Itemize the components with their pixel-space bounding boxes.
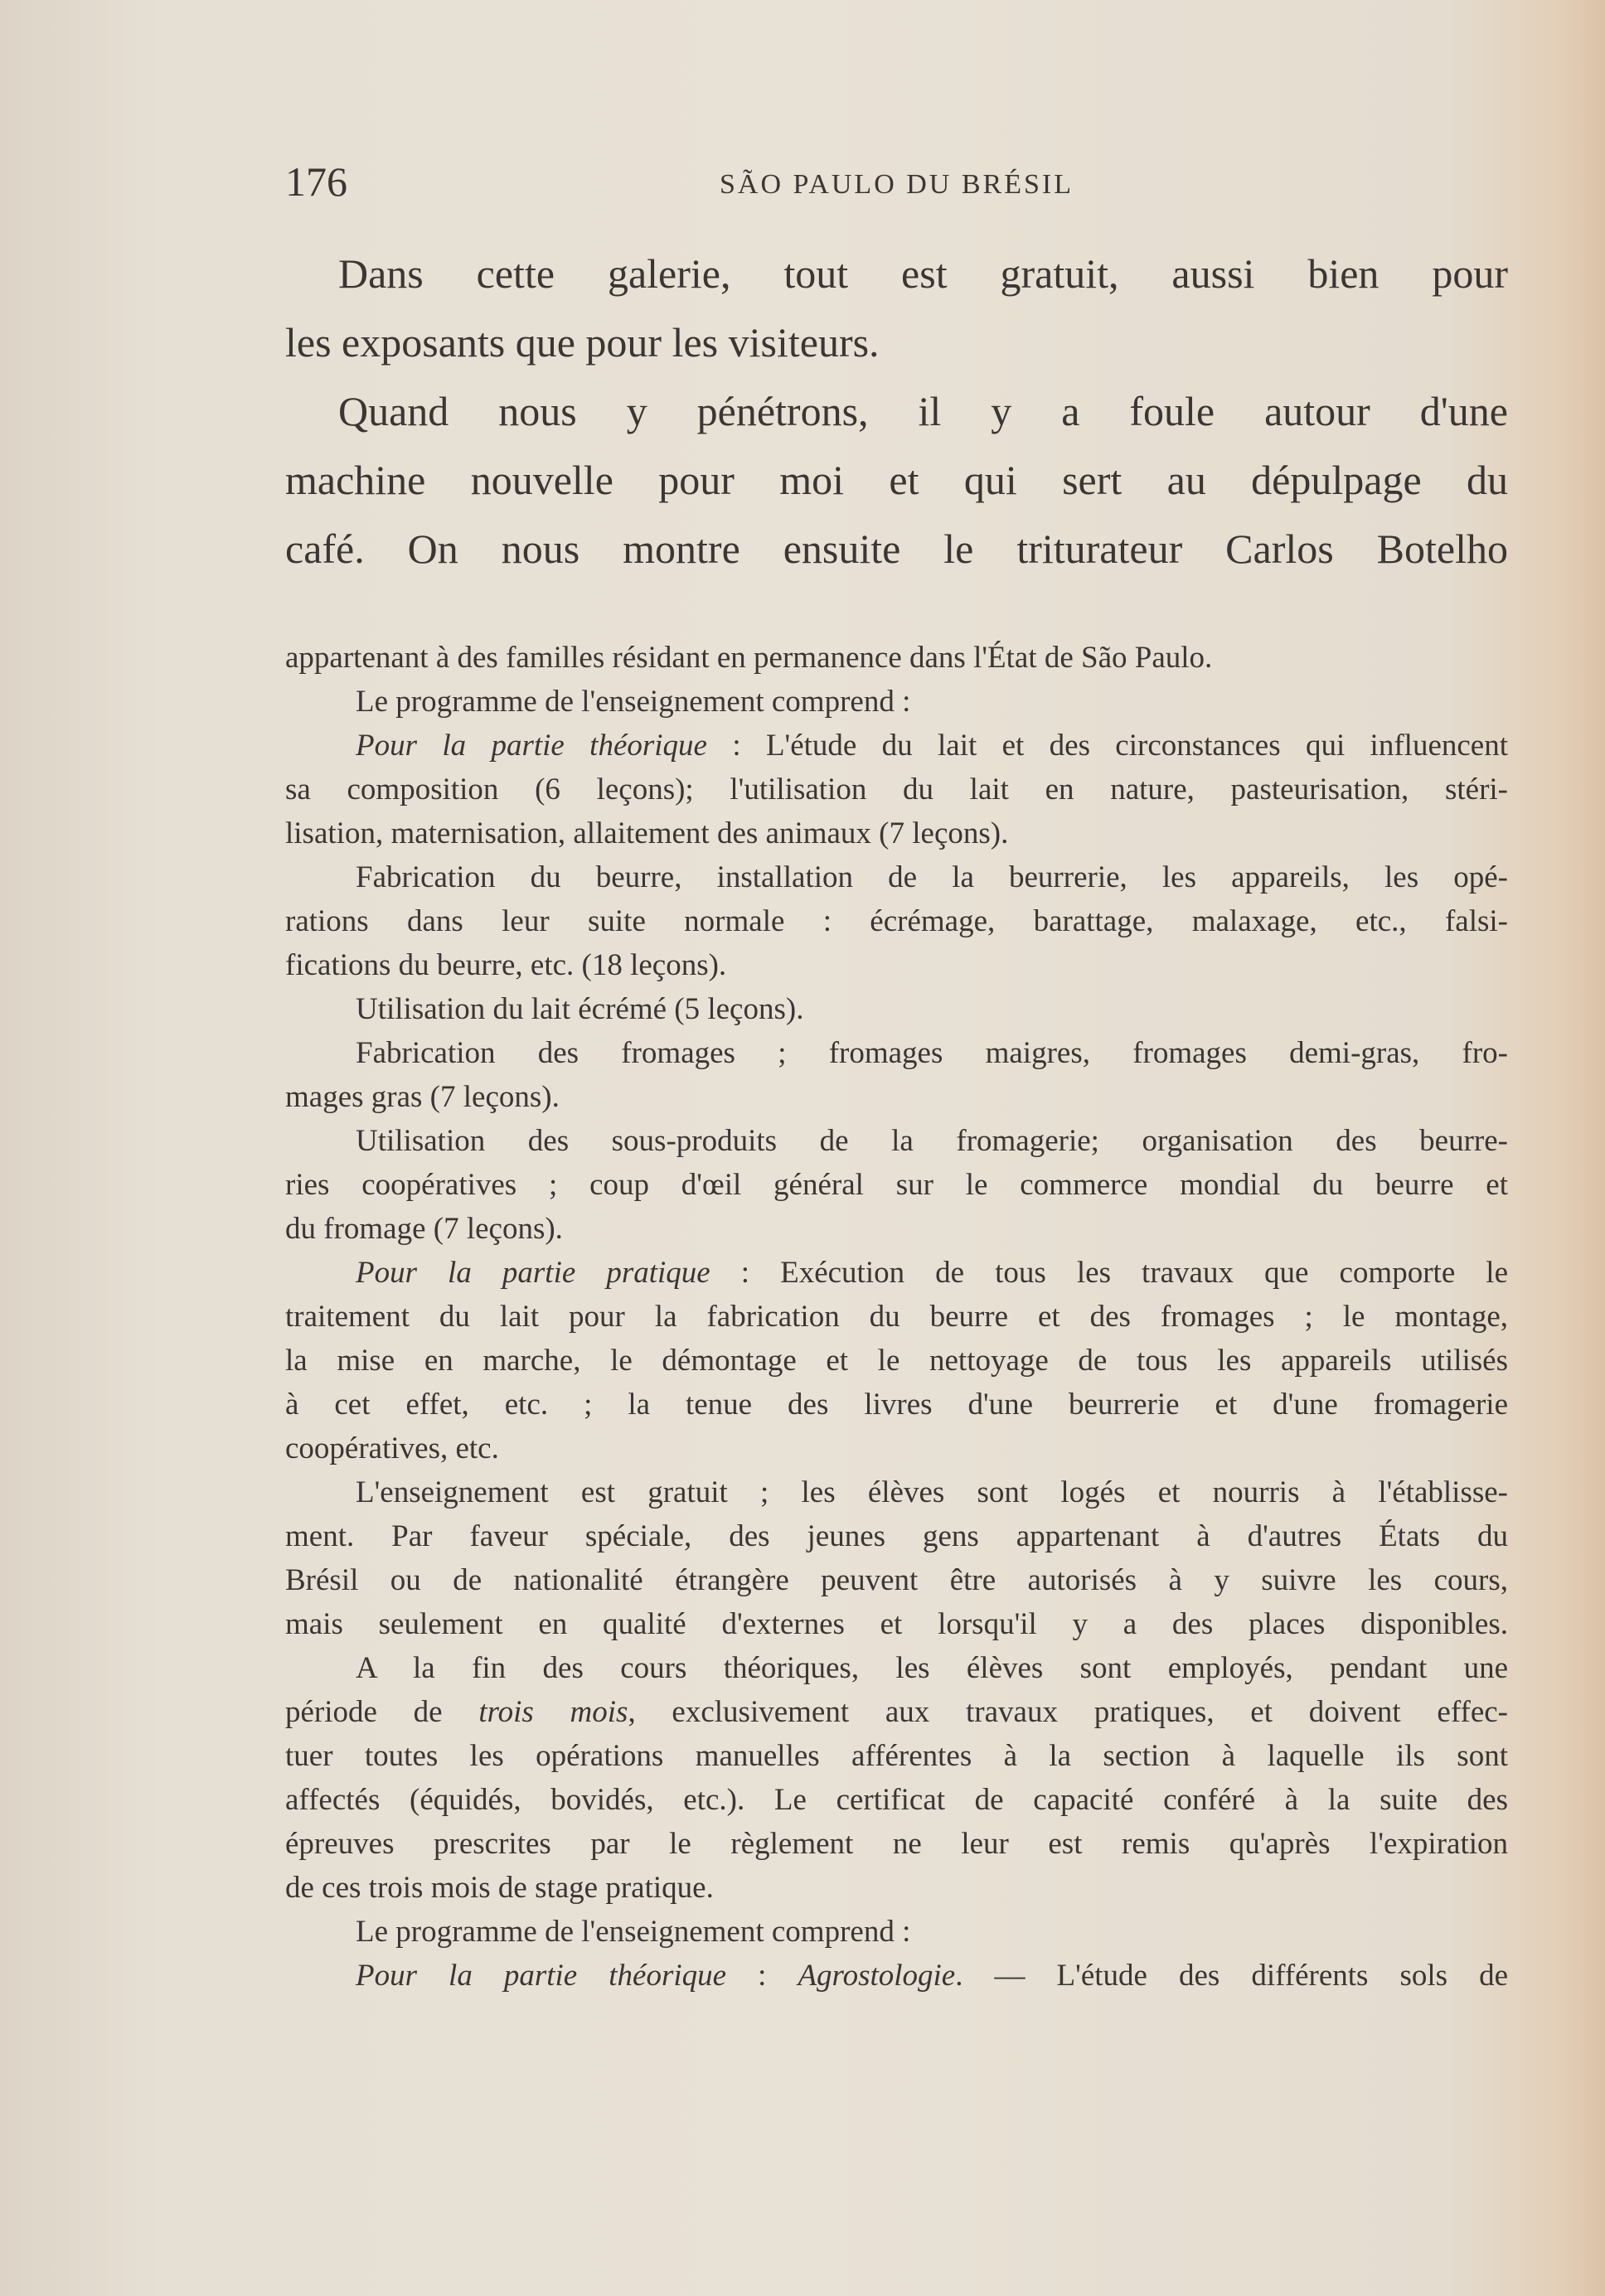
text-segment: période de	[285, 1695, 479, 1729]
text-line	[285, 860, 1508, 903]
text-segment: Brésil ou de nationalité étrangère peuvent être autorisés à y suivre les cours,	[285, 1563, 1508, 1597]
text-segment: Le programme de l'enseignement comprend :	[356, 685, 911, 719]
text-segment: Utilisation des sous-produits de la fromagerie; organisation des beurre-	[356, 1124, 1508, 1158]
text-segment: coopératives, etc.	[285, 1431, 499, 1465]
text-line	[285, 728, 1508, 772]
text-line	[285, 1650, 1508, 1694]
text-line	[285, 947, 1508, 991]
running-title: SÃO PAULO DU BRÉSIL	[720, 169, 1074, 200]
text-line	[285, 249, 1508, 317]
text-line	[285, 317, 1508, 386]
text-line	[285, 1475, 1508, 1519]
text-line	[285, 1782, 1508, 1826]
text-line	[285, 1211, 1508, 1255]
text-segment: la mise en marche, le démontage et le nettoyage de tous les appareils utilisés	[285, 1344, 1508, 1378]
page-header	[285, 157, 1508, 207]
text-segment: à cet effet, etc. ; la tenue des livres d'une beurrerie et d'une fromagerie	[285, 1388, 1508, 1422]
text-line	[285, 1738, 1508, 1782]
italic-text: Pour la partie pratique	[356, 1256, 710, 1290]
text-line	[285, 386, 1508, 455]
text-line	[285, 1826, 1508, 1870]
text-segment: rations dans leur suite normale : écrémage, barattage, malaxage, etc., falsi-	[285, 904, 1508, 938]
text-line	[285, 684, 1508, 728]
text-line	[285, 772, 1508, 816]
text-line	[285, 1958, 1508, 2002]
text-segment: Le programme de l'enseignement comprend :	[356, 1915, 911, 1949]
text-line	[285, 1035, 1508, 1079]
text-segment: tuer toutes les opérations manuelles afférentes à la section à laquelle ils sont	[285, 1739, 1508, 1773]
text-segment: Fabrication des fromages ; fromages maigres, fromages demi-gras, fro-	[356, 1036, 1508, 1070]
text-line	[285, 1519, 1508, 1562]
text-segment: Fabrication du beurre, installation de la beurrerie, les appareils, les opé-	[356, 860, 1508, 894]
text-segment: Dans cette galerie, tout est gratuit, aussi bien pour	[338, 250, 1508, 297]
page-number: 176	[285, 158, 347, 205]
text-segment: , exclusivement aux travaux pratiques, et doivent effec-	[628, 1695, 1508, 1729]
text-segment: lisation, maternisation, allaitement des animaux (7 leçons).	[285, 816, 1009, 850]
text-line	[285, 1079, 1508, 1123]
large-text-block	[285, 249, 1508, 593]
text-segment: : Exécution de tous les travaux que comporte le	[710, 1256, 1508, 1290]
text-line	[285, 1870, 1508, 1914]
text-segment: les exposants que pour les visiteurs.	[285, 319, 880, 366]
text-segment: : L'étude du lait et des circonstances qui influencent	[706, 729, 1508, 763]
text-line	[285, 1299, 1508, 1343]
text-segment: affectés (équidés, bovidés, etc.). Le certificat de capacité conféré à la suite des	[285, 1783, 1508, 1817]
text-segment: mais seulement en qualité d'externes et lorsqu'il y a des places disponibles.	[285, 1607, 1508, 1641]
italic-text: trois mois	[478, 1695, 628, 1729]
text-line	[285, 524, 1508, 593]
text-segment: fications du beurre, etc. (18 leçons).	[285, 948, 727, 982]
text-segment: ment. Par faveur spéciale, des jeunes gens appartenant à d'autres États du	[285, 1519, 1508, 1553]
text-segment: traitement du lait pour la fabrication du beurre et des fromages ; le montage,	[285, 1300, 1508, 1334]
text-segment: de ces trois mois de stage pratique.	[285, 1871, 714, 1905]
text-segment: café. On nous montre ensuite le triturateur Carlos Botelho	[285, 526, 1508, 572]
text-line	[285, 1255, 1508, 1299]
small-text-block	[285, 640, 1508, 2002]
italic-text: Pour la partie théorique	[356, 729, 707, 763]
text-segment: . — L'étude des différents sols de	[955, 1959, 1509, 1993]
italic-text: Agrostologie	[798, 1959, 956, 1993]
text-line	[285, 1562, 1508, 1606]
text-line	[285, 816, 1508, 860]
text-line	[285, 1387, 1508, 1431]
text-line	[285, 1123, 1508, 1167]
text-segment: mages gras (7 leçons).	[285, 1080, 560, 1114]
text-segment: A la fin des cours théoriques, les élèves sont employés, pendant une	[356, 1651, 1508, 1685]
text-line	[285, 1606, 1508, 1650]
text-segment: :	[726, 1959, 798, 1993]
text-segment: Utilisation du lait écrémé (5 leçons).	[356, 992, 804, 1026]
text-line	[285, 1914, 1508, 1958]
text-line	[285, 1167, 1508, 1211]
text-line	[285, 991, 1508, 1035]
text-line	[285, 1431, 1508, 1475]
text-segment: L'enseignement est gratuit ; les élèves sont logés et nourris à l'établisse-	[356, 1475, 1508, 1509]
text-line	[285, 1694, 1508, 1738]
text-line	[285, 640, 1508, 684]
text-line	[285, 903, 1508, 947]
text-segment: Quand nous y pénétrons, il y a foule autour d'une	[338, 388, 1508, 434]
text-segment: ries coopératives ; coup d'œil général sur le commerce mondial du beurre et	[285, 1168, 1508, 1202]
text-segment: machine nouvelle pour moi et qui sert au dépulpage du	[285, 457, 1508, 503]
text-line	[285, 1343, 1508, 1387]
text-segment: sa composition (6 leçons); l'utilisation du lait en nature, pasteurisation, stéri-	[285, 773, 1508, 807]
text-line	[285, 455, 1508, 524]
text-segment: épreuves prescrites par le règlement ne leur est remis qu'après l'expiration	[285, 1827, 1508, 1861]
text-segment: du fromage (7 leçons).	[285, 1212, 563, 1246]
text-segment: appartenant à des familles résidant en permanence dans l'État de São Paulo.	[285, 641, 1213, 675]
italic-text: Pour la partie théorique	[356, 1959, 727, 1993]
